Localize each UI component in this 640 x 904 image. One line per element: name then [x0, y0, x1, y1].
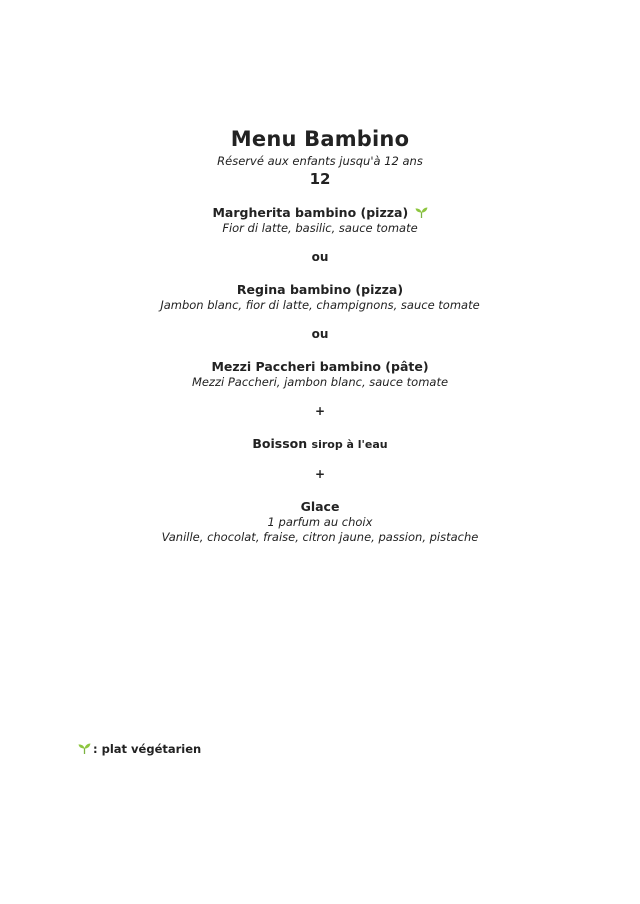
dessert-description-1: 1 parfum au choix — [267, 515, 373, 529]
menu-bambino — [0, 126, 640, 545]
sprout-icon — [415, 207, 428, 218]
dessert-description-2: Vanille, chocolat, fraise, citron jaune, passion, pistache — [161, 530, 479, 544]
drink-name: Boisson — [252, 436, 308, 451]
separator-or: ou — [311, 250, 329, 264]
drink-row — [0, 436, 640, 453]
item-name: Mezzi Paccheri bambino (pâte) — [211, 359, 429, 374]
menu-item-margherita — [0, 205, 640, 236]
menu-item-regina — [0, 282, 640, 313]
menu-subtitle: Réservé aux enfants jusqu'à 12 ans — [217, 154, 423, 168]
menu-item-mezzi-paccheri — [0, 359, 640, 390]
item-description: Fior di latte, basilic, sauce tomate — [222, 221, 418, 235]
separator-plus: + — [314, 467, 326, 481]
item-name: Regina bambino (pizza) — [236, 282, 404, 297]
dessert-name: Glace — [300, 499, 340, 514]
drink-suffix: sirop à l'eau — [311, 438, 388, 451]
legend-text: : plat végétarien — [93, 742, 202, 756]
menu-item-drink — [0, 436, 640, 453]
item-name-row — [0, 205, 640, 221]
separator-or: ou — [311, 327, 329, 341]
separator-plus: + — [314, 404, 326, 418]
item-description: Mezzi Paccheri, jambon blanc, sauce tomate — [191, 375, 449, 389]
item-description: Jambon blanc, fior di latte, champignons, sauce tomate — [160, 298, 480, 312]
sprout-icon — [78, 743, 91, 754]
menu-title: Menu Bambino — [230, 127, 410, 151]
menu-price: 12 — [309, 170, 331, 188]
vegetarian-legend — [78, 742, 201, 756]
menu-item-dessert — [0, 499, 640, 545]
item-name: Margherita bambino (pizza) — [212, 205, 409, 220]
